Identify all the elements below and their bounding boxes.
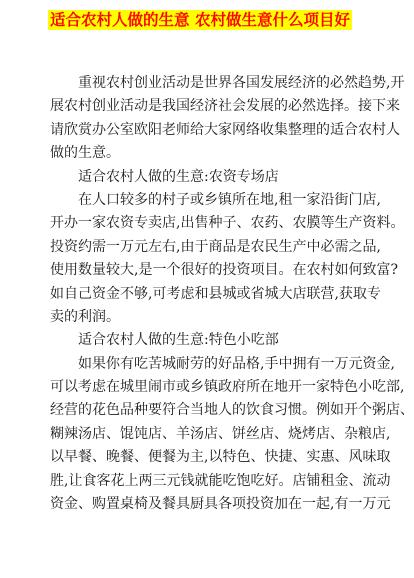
- section-heading-snack-bar: [50, 329, 376, 352]
- snack-bar-paragraph: [50, 353, 414, 517]
- text-line: 以早餐、晚餐、便餐为主,以特色、快捷、实惠、风味取: [50, 449, 391, 466]
- intro-paragraph: [50, 72, 405, 166]
- text-line: 在人口较多的村子或乡镇所在地,租一家沿街门店,: [78, 191, 381, 208]
- document-body: [50, 72, 414, 516]
- text-line: 做的生意。: [50, 145, 120, 162]
- section-heading: 适合农村人做的生意:农资专场店: [78, 168, 279, 185]
- text-line: 使用数量较大,是一个很好的投资项目。在农村如何致富?: [50, 262, 398, 279]
- text-line: 请欣赏办公室欧阳老师给大家网络收集整理的适合农村人: [50, 121, 400, 138]
- text-line: 重视农村创业活动是世界各国发展经济的必然趋势,开: [78, 75, 405, 91]
- text-line: 开办一家农资专卖店,出售种子、农药、农膜等生产资料。: [50, 215, 405, 232]
- text-line: 经营的花色品种要符合当地人的饮食习惯。例如开个粥店、: [50, 402, 414, 419]
- text-line: 资金、购置桌椅及餐具厨具各项投资加在一起,有一万元: [50, 496, 391, 513]
- text-line: 如自己资金不够,可考虑和县城或省城大店联营,获取专: [50, 285, 381, 302]
- text-line: 卖的利润。: [50, 308, 120, 325]
- text-line: 胜,让食客花上两三元钱就能吃饱吃好。店铺租金、流动: [50, 472, 391, 489]
- section-heading-agri-store: [50, 166, 376, 189]
- text-line: 可以考虑在城里闹市或乡镇政府所在地开一家特色小吃部,: [50, 379, 405, 396]
- text-line: 投资约需一万元左右,由于商品是农民生产中必需之品,: [50, 238, 381, 255]
- agri-store-paragraph: [50, 189, 405, 329]
- text-line: 展农村创业活动是我国经济社会发展的必然选择。接下来: [50, 98, 400, 115]
- title-bar: [0, 10, 400, 30]
- text-line: 糊辣汤店、馄饨店、羊汤店、饼丝店、烧烤店、杂粮店,: [50, 425, 391, 442]
- document-title: 适合农村人做的生意 农村做生意什么项目好: [50, 11, 350, 29]
- text-line: 如果你有吃苦城耐劳的好品格,手中拥有一万元资金,: [78, 355, 395, 372]
- section-heading: 适合农村人做的生意:特色小吃部: [78, 332, 279, 349]
